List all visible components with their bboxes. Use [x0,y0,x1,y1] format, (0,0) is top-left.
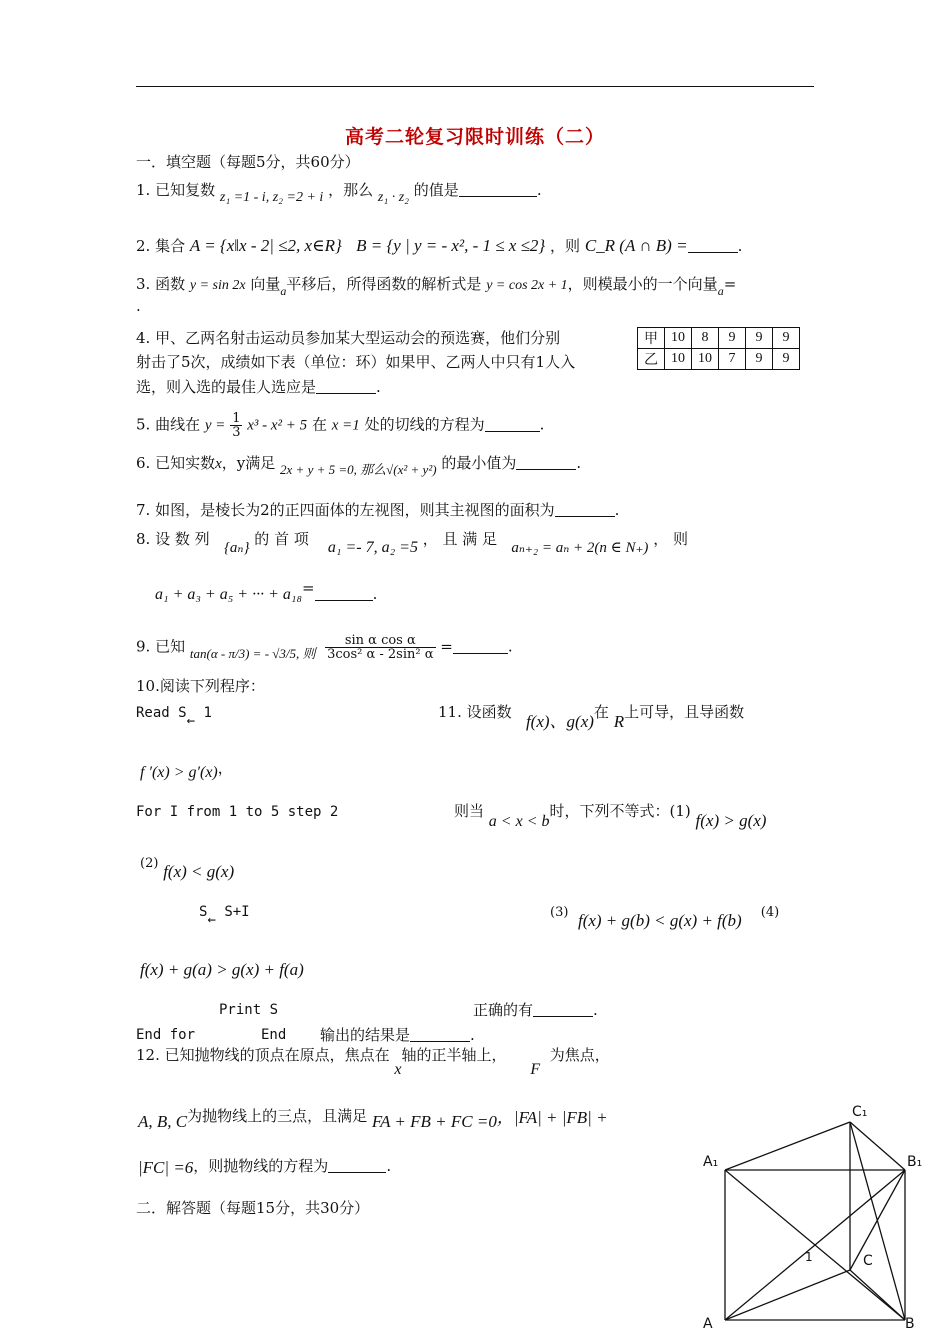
edge-a-c [725,1270,850,1320]
diagonal-c1-b [850,1122,905,1320]
question-11-line1: 11. 设函数 f(x)、g(x)在 R上可导，且导函数 [438,703,745,731]
edge-a1-c1 [725,1122,850,1170]
question-4-line2: 射击了5次，成绩如下表（单位：环）如果甲、乙两人中只有1人入 [136,353,576,371]
fraction: $\frac{1}{3}$ [232,411,241,440]
question-8-line1: 8. 设 数 列 {aₙ} 的 首 项 a₁ =- 7, a₂ =5 ， 且 满 足 aₙ₊₂ = aₙ + 2(n ∈ N₊) ， 则 [136,530,688,556]
question-11-answer: 正确的有 . [473,1001,598,1019]
edge-c1-b1 [850,1122,905,1170]
question-12-line2: A, B, C为抛物线上的三点，且满足 FA + FB + FC =0，|FA| + |FB| + [138,1107,608,1131]
question-11-line6: f(x) + g(a) > g(x) + f(a) [140,960,304,979]
question-3: 3. 函数 y = sin 2x 向量$_a$平移后，所得函数的解析式是 y = cos 2x + 1，则模最小的一个向量$_a$= [136,275,737,298]
question-1: 1. 已知复数 z₁ =1 - i, z₂ =2 + i ，那么 z₁ · z₂ 的值是 . [136,181,542,205]
question-12-line3: |FC| =6，则抛物线的方程为 . [138,1157,392,1177]
program-read: Read S← 1 [136,705,212,729]
question-11-line3: 则当 a < x < b时，下列不等式：(1) f(x) > g(x) [454,802,767,830]
question-9: 9. 已知 tan(α - π/3) = - √3/5, 则 $\frac{\text{sin α cos α}}{\text{3cos² α - 2sin² α}}$ = . [136,633,513,662]
label-a1: A₁ [703,1154,719,1170]
header-rule [136,86,814,87]
question-3-dot: . [136,297,141,315]
label-a: A [703,1316,713,1332]
table-row: 乙 10 10 7 9 9 [638,349,800,370]
label-b: B [905,1316,915,1332]
question-10-head: 10.阅读下列程序： [136,677,265,695]
question-7: 7. 如图，是棱长为2的正四面体的左视图，则其主视图的面积为 . [136,501,620,519]
fraction: $\frac{\text{sin α cos α}}{\text{3cos² α - 2sin² α}}$ [327,633,434,662]
page-title: 高考二轮复习限时训练（二） [344,126,605,148]
label-one: 1 [805,1250,813,1264]
section-answer: 二．解答题（每题15分，共30分） [136,1199,370,1217]
question-11-line4: (2) f(x) < g(x) [140,856,235,881]
question-2: 2. 集合 A = {x‖x - 2| ≤2, x∈R} B = {y | y = - x², - 1 ≤ x ≤2} ，则 C_R (A ∩ B) = . [136,236,743,255]
question-11-line2: f ′(x) > g′(x)， [140,759,233,781]
label-b1: B₁ [907,1154,923,1170]
question-4-line1: 4. 甲、乙两名射击运动员参加某大型运动会的预选赛，他们分别 [136,329,561,347]
question-11-line5: (3) f(x) + g(b) < g(x) + f(b) (4) [550,905,780,930]
label-c: C [863,1253,873,1269]
program-endfor: End for [136,1027,196,1043]
program-end: End [261,1027,287,1043]
program-for: For I from 1 to 5 step 2 [136,804,339,820]
program-print: Print S [219,1002,279,1018]
question-10-output: 输出的结果是 . [320,1026,475,1044]
table-row: 甲 10 8 9 9 9 [638,328,800,349]
label-c1: C₁ [852,1104,868,1120]
question-4-line3: 选，则入选的最佳人选应是 . [136,378,381,396]
question-5: 5. 曲线在 y = $\frac{1}{3}$ x³ - x² + 5 在 x =1 处的切线的方程为 . [136,411,545,440]
score-table [637,327,800,370]
program-assign: S← S+I [199,904,250,928]
question-6: 6. 已知实数x，y满足 2x + y + 5 =0, 那么√(x² + y²) 的最小值为 . [136,454,582,477]
question-8-line2: a₁ + a₃ + a₅ + ··· + a₁₈= . [155,579,378,603]
section-fill-in: 一．填空题（每题5分，共60分） [136,153,360,171]
prism-figure [695,1095,935,1335]
question-12-line1: 12. 已知抛物线的顶点在原点，焦点在 x轴的正半轴上， F 为焦点， [136,1046,610,1078]
